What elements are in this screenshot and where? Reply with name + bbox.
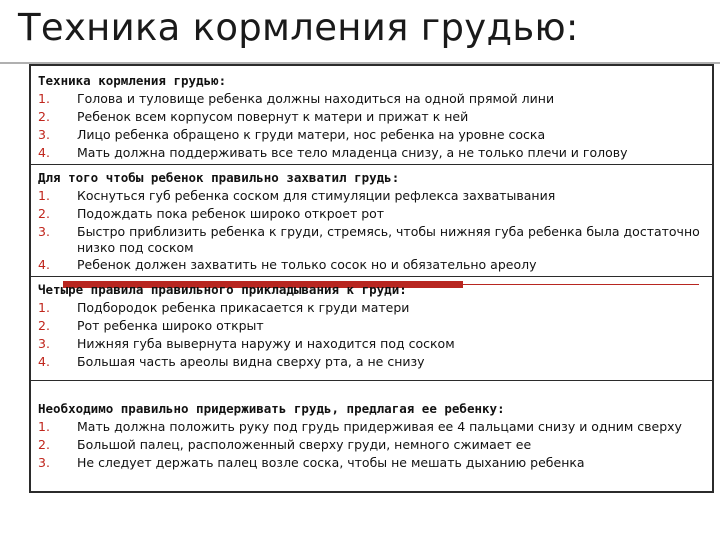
item-text: Лицо ребенка обращено к груди матери, нос ребенка на уровне соска xyxy=(77,127,546,142)
item-text: Ребенок должен захватить не только сосок но и обязательно ареолу xyxy=(77,257,537,272)
item-text: Не следует держать палец возле соска, чтобы не мешать дыханию ребенка xyxy=(77,455,585,470)
item-number: 2. xyxy=(38,206,50,221)
content-box xyxy=(29,64,714,493)
item-text: Быстро приблизить ребенка к груди, стремясь, чтобы нижняя губа ребенка была достаточно низко под соском xyxy=(77,224,700,255)
item-number: 2. xyxy=(38,109,50,124)
list-item xyxy=(38,108,708,126)
list-item xyxy=(38,436,708,454)
item-text: Большая часть ареолы видна сверху рта, а не снизу xyxy=(77,354,425,369)
item-number: 3. xyxy=(38,127,50,142)
slide-title: Техника кормления грудью: xyxy=(18,6,579,49)
item-text: Подождать пока ребенок широко откроет рот xyxy=(77,206,385,221)
item-text: Ребенок всем корпусом повернут к матери и прижат к ней xyxy=(77,109,469,124)
section-heading: Необходимо правильно придерживать грудь, предлагая ее ребенку: xyxy=(38,401,505,416)
item-text: Нижняя губа вывернута наружу и находится под соском xyxy=(77,336,455,351)
list-item xyxy=(38,256,708,274)
list-item xyxy=(38,418,708,436)
item-text: Мать должна поддерживать все тело младенца снизу, а не только плечи и голову xyxy=(77,145,628,160)
item-number: 3. xyxy=(38,336,50,351)
list-item xyxy=(38,223,708,256)
item-number: 4. xyxy=(38,257,50,272)
item-number: 2. xyxy=(38,318,50,333)
section-holding-breast xyxy=(31,381,712,491)
list-item xyxy=(38,353,708,371)
section-latch-on xyxy=(31,165,712,277)
list-item xyxy=(38,335,708,353)
list-item xyxy=(38,317,708,335)
item-number: 1. xyxy=(38,91,50,106)
item-number: 4. xyxy=(38,354,50,369)
item-number: 1. xyxy=(38,419,50,434)
item-number: 3. xyxy=(38,224,50,239)
item-text: Большой палец, расположенный сверху груди, немного сжимает ее xyxy=(77,437,532,452)
item-number: 4. xyxy=(38,145,50,160)
item-text: Голова и туловище ребенка должны находиться на одной прямой лини xyxy=(77,91,555,106)
list-item xyxy=(38,126,708,144)
item-text: Мать должна положить руку под грудь придерживая ее 4 пальцами снизу и одним сверху xyxy=(77,419,682,434)
list-item xyxy=(38,187,708,205)
section-feeding-technique xyxy=(31,66,712,165)
list-item xyxy=(38,299,708,317)
list-item xyxy=(38,454,708,472)
item-text: Рот ребенка широко открыт xyxy=(77,318,264,333)
item-number: 2. xyxy=(38,437,50,452)
list-item xyxy=(38,144,708,162)
section-heading: Четыре правила правильного прикладывания к груди: xyxy=(38,282,407,297)
item-number: 3. xyxy=(38,455,50,470)
item-number: 1. xyxy=(38,300,50,315)
item-number: 1. xyxy=(38,188,50,203)
list-item xyxy=(38,90,708,108)
item-text: Коснуться губ ребенка соском для стимуляции рефлекса захватывания xyxy=(77,188,556,203)
list-item xyxy=(38,205,708,223)
section-heading: Техника кормления грудью: xyxy=(38,73,227,88)
section-heading: Для того чтобы ребенок правильно захватил грудь: xyxy=(38,170,400,185)
section-four-rules xyxy=(31,277,712,381)
item-text: Подбородок ребенка прикасается к груди матери xyxy=(77,300,410,315)
